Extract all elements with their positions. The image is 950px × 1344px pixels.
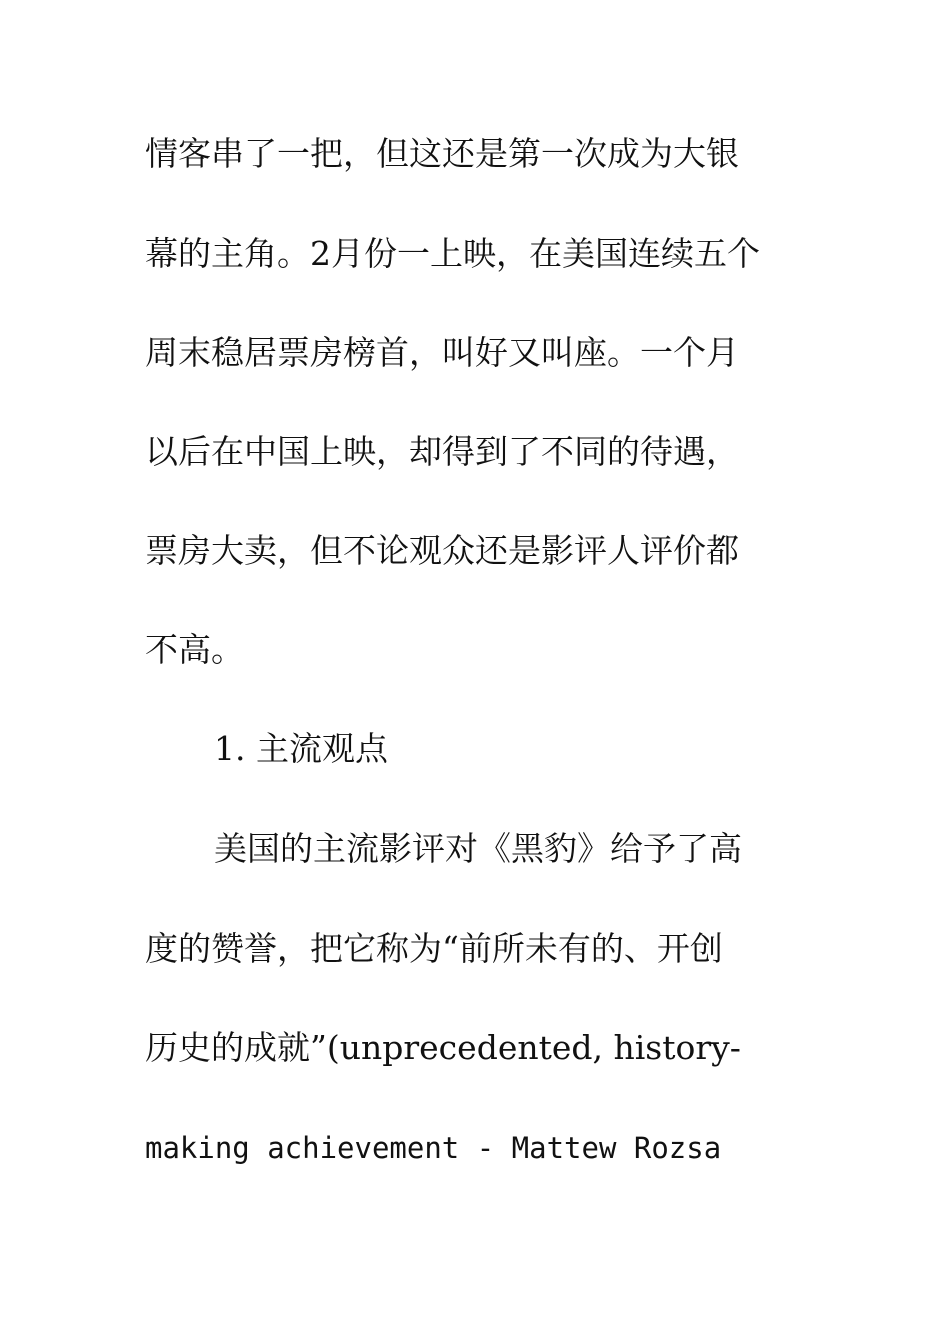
paragraph-line: 历史的成就”(unprecedented, history- xyxy=(145,1028,741,1067)
paragraph-line: 周末稳居票房榜首，叫好又叫座。一个月 xyxy=(145,333,739,372)
paragraph-line: making achievement - Mattew Rozsa xyxy=(145,1131,722,1165)
paragraph-line: 情客串了一把，但这还是第一次成为大银 xyxy=(145,134,739,173)
section-heading: 1. 主流观点 xyxy=(214,729,388,768)
paragraph-line: 不高。 xyxy=(145,630,244,669)
paragraph-line: 度的赞誉，把它称为“前所未有的、开创 xyxy=(145,929,723,968)
paragraph-line: 美国的主流影评对《黑豹》给予了高 xyxy=(214,829,742,868)
paragraph-line: 以后在中国上映，却得到了不同的待遇， xyxy=(145,432,739,471)
paragraph-line: 票房大卖，但不论观众还是影评人评价都 xyxy=(145,531,739,570)
paragraph-line: 幕的主角。2月份一上映，在美国连续五个 xyxy=(145,234,760,273)
